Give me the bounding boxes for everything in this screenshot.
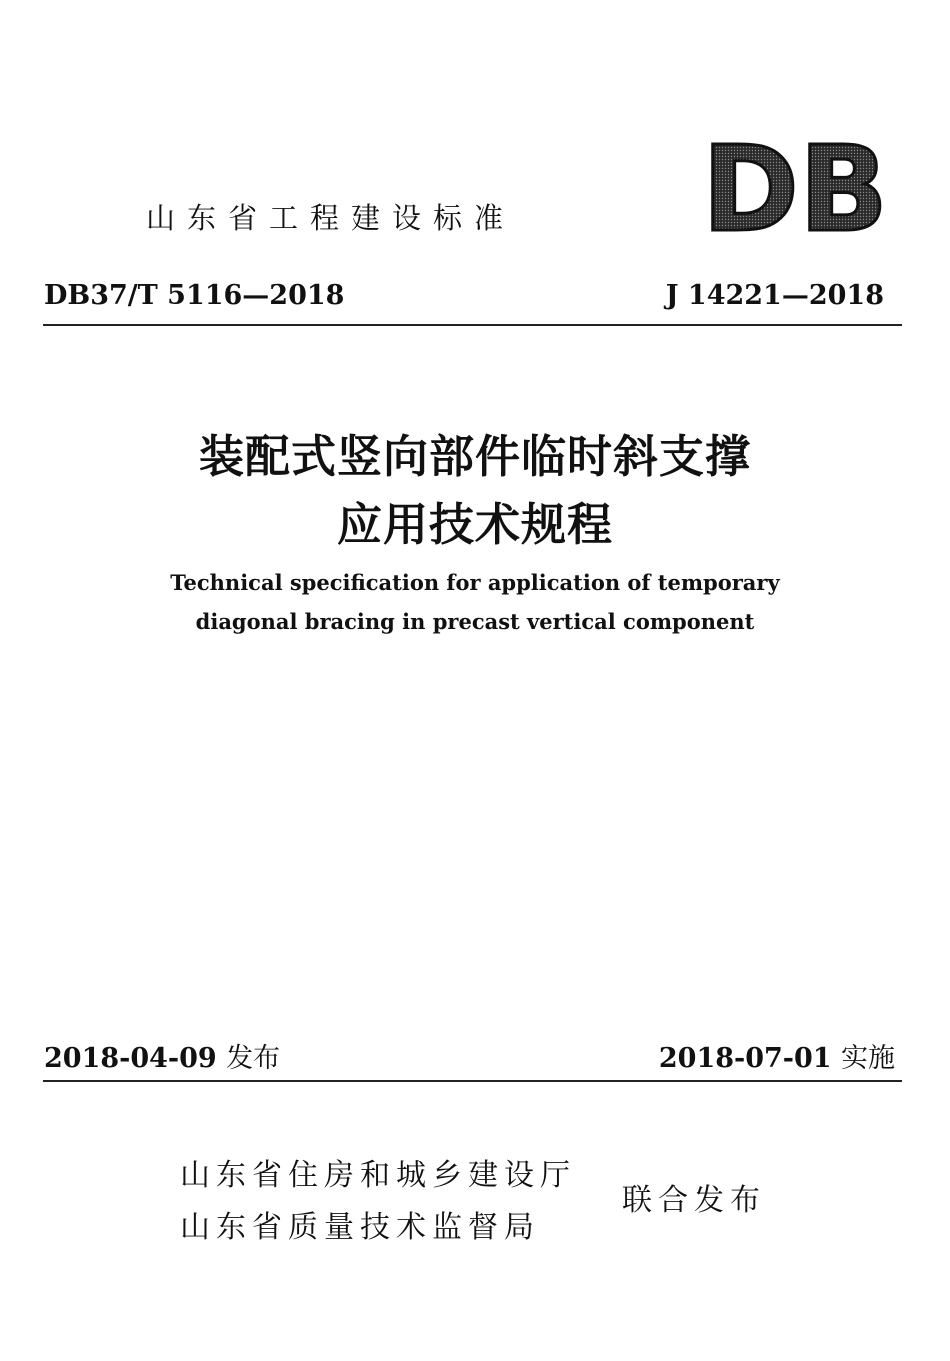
standard-code: DB37/T 5116—2018 [44,280,345,311]
release-label: 发布 [226,1043,281,1074]
effective-label: 实施 [841,1043,895,1074]
record-code: J 14221—2018 [665,280,884,311]
issuer-housing-dept: 山东省住房和城乡建设厅 [180,1158,576,1193]
title-en-line1: Technical specification for application of temporary [170,570,780,595]
release-date [44,1036,280,1075]
effective-date-value: 2018-07-01 [658,1043,832,1074]
release-date-value: 2018-04-09 [44,1043,217,1074]
title-cn-line1: 装配式竖向部件临时斜支撑 [198,430,751,483]
effective-date [659,1036,895,1075]
standard-category: 山东省工程建设标准 [146,201,516,235]
db-logo [700,140,890,236]
db-logo-text: DB [702,140,888,236]
footer-divider [43,1080,902,1082]
title-en-line2: diagonal bracing in precast vertical component [195,609,755,634]
title-cn-line2: 应用技术规程 [336,498,613,551]
issuer-quality-bureau: 山东省质量技术监督局 [180,1210,540,1245]
joint-release-label: 联合发布 [622,1183,766,1218]
header-divider [43,324,902,326]
